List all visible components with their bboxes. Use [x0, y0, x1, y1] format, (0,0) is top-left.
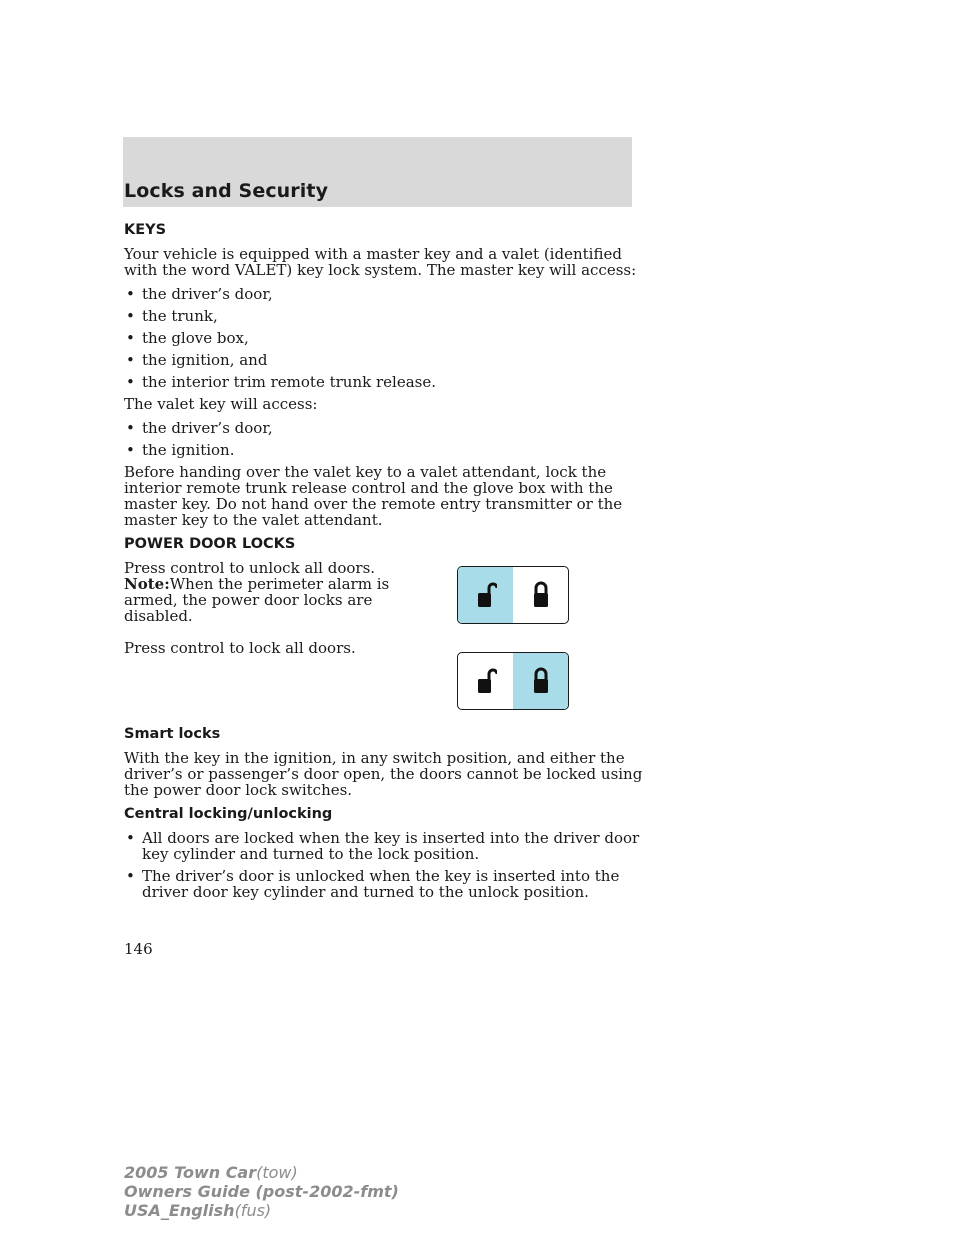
- note-text: When the perimeter alarm is armed, the power door locks are disabled.: [124, 575, 390, 625]
- unlock-half: [458, 567, 513, 623]
- lock-instruction: Press control to lock all doors.: [124, 639, 356, 657]
- keys-heading: KEYS: [124, 222, 167, 238]
- lock-half: [513, 567, 568, 623]
- note-label: Note:: [124, 575, 170, 593]
- locked-padlock-icon: [530, 666, 552, 696]
- document-footer: [124, 1163, 399, 1220]
- list-item: • the driver’s door,: [126, 285, 273, 303]
- list-item: • the glove box,: [126, 329, 249, 347]
- lock-switch-illustration: [457, 652, 569, 710]
- footer-locale-code: (fus): [234, 1201, 272, 1220]
- list-item: • the ignition.: [126, 441, 235, 459]
- footer-model-code: (tow): [256, 1163, 298, 1182]
- valet-intro: The valet key will access:: [124, 395, 318, 413]
- footer-locale: USA_English: [124, 1201, 235, 1220]
- unlock-switch-illustration: [457, 566, 569, 624]
- page-number: 146: [124, 940, 153, 958]
- locked-padlock-icon: [530, 580, 552, 610]
- central-locking-heading: Central locking/unlocking: [124, 806, 333, 822]
- footer-model: 2005 Town Car: [124, 1163, 257, 1182]
- list-item: • All doors are locked when the key is inserted into the driver door key cylinder and turned to the lock position.: [126, 829, 640, 863]
- smart-locks-heading: Smart locks: [124, 726, 221, 742]
- valet-warning: Before handing over the valet key to a valet attendant, lock the interior remote trunk release control and the glove box with the master key. Do not hand over the remote entry transmitter or the master key to the valet attendant.: [124, 463, 623, 529]
- section-title: Locks and Security: [124, 180, 329, 202]
- lock-half: [513, 653, 568, 709]
- keys-intro: Your vehicle is equipped with a master key and a valet (identified with the word VALET) key lock system. The master key will access:: [124, 245, 637, 279]
- smart-locks-text: With the key in the ignition, in any switch position, and either the driver’s or passenger’s door open, the doors cannot be locked using the power door lock switches.: [124, 749, 643, 799]
- list-item: • the trunk,: [126, 307, 218, 325]
- list-item: • the driver’s door,: [126, 419, 273, 437]
- unlock-half: [458, 653, 513, 709]
- unlocked-padlock-icon: [475, 666, 497, 696]
- unlock-instruction: Press control to unlock all doors. Note:When the perimeter alarm is armed, the power door locks are disabled.: [124, 559, 390, 625]
- list-item: • the ignition, and: [126, 351, 268, 369]
- list-item: • The driver’s door is unlocked when the key is inserted into the driver door key cylinder and turned to the unlock position.: [126, 867, 620, 901]
- power-locks-heading: POWER DOOR LOCKS: [124, 536, 296, 552]
- footer-guide: Owners Guide (post-2002-fmt): [124, 1182, 399, 1201]
- unlocked-padlock-icon: [475, 580, 497, 610]
- list-item: • the interior trim remote trunk release.: [126, 373, 436, 391]
- page-content: [124, 222, 644, 906]
